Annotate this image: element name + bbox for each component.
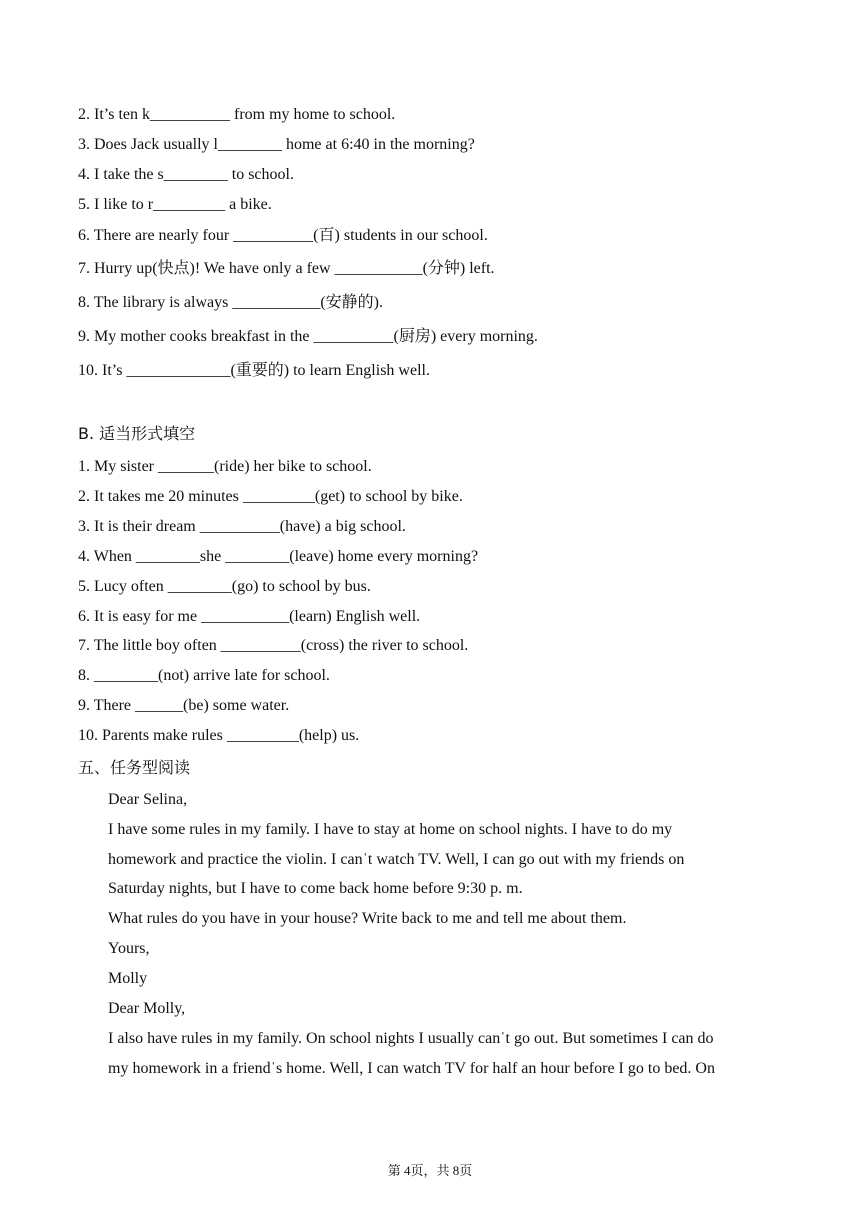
section-b-item: 8. ________(not) arrive late for school.	[78, 667, 330, 684]
letter-line: Molly	[108, 970, 148, 987]
letter-line: What rules do you have in your house? Write back to me and tell me about them.	[108, 910, 627, 927]
section-b-item: 10. Parents make rules _________(help) us.	[78, 727, 360, 744]
letter-line: I have some rules in my family. I have to stay at home on school nights. I have to do my	[108, 821, 673, 838]
section-a-item: 9. My mother cooks breakfast in the __________(厨房) every morning.	[78, 328, 538, 345]
letter-line: Dear Molly,	[108, 1000, 186, 1017]
letter-line: homework and practice the violin. I canˈt watch TV. Well, I can go out with my friends on	[108, 851, 685, 868]
page-footer: 第 4页，共 8页	[387, 1163, 473, 1178]
section-a-item: 8. The library is always ___________(安静的).	[78, 294, 383, 311]
section-b-item: 2. It takes me 20 minutes _________(get) to school by bike.	[78, 488, 463, 505]
section-b-item: 5. Lucy often ________(go) to school by bus.	[78, 578, 371, 595]
letter-line: Yours,	[108, 940, 150, 957]
section-a-item: 2. It’s ten k__________ from my home to school.	[78, 106, 396, 123]
section-a-item: 10. It’s _____________(重要的) to learn English well.	[78, 362, 430, 379]
section-5-title: 五、任务型阅读	[78, 758, 191, 777]
section-a-item: 4. I take the s________ to school.	[78, 166, 294, 183]
letter-line: I also have rules in my family. On school nights I usually canˈt go out. But sometimes I can do	[108, 1030, 714, 1047]
section-a-item: 7. Hurry up(快点)! We have only a few ___________(分钟) left.	[78, 260, 495, 277]
section-a-item: 6. There are nearly four __________(百) students in our school.	[78, 227, 488, 244]
letter-line: my homework in a friendˈs home. Well, I can watch TV for half an hour before I go to bed. On	[108, 1060, 715, 1077]
section-b-item: 1. My sister _______(ride) her bike to school.	[78, 458, 372, 475]
section-a-item: 3. Does Jack usually l________ home at 6:40 in the morning?	[78, 136, 475, 153]
section-b-item: 9. There ______(be) some water.	[78, 697, 290, 714]
letter-line: Saturday nights, but I have to come back home before 9:30 p. m.	[108, 880, 523, 897]
section-b-item: 4. When ________she ________(leave) home every morning?	[78, 548, 479, 565]
section-b-item: 3. It is their dream __________(have) a big school.	[78, 518, 406, 535]
section-b-item: 7. The little boy often __________(cross) the river to school.	[78, 637, 469, 654]
section-b-title: B. 适当形式填空	[78, 424, 196, 443]
letter-line: Dear Selina,	[108, 791, 188, 808]
section-b-item: 6. It is easy for me ___________(learn) English well.	[78, 608, 421, 625]
section-a-item: 5. I like to r_________ a bike.	[78, 196, 272, 213]
